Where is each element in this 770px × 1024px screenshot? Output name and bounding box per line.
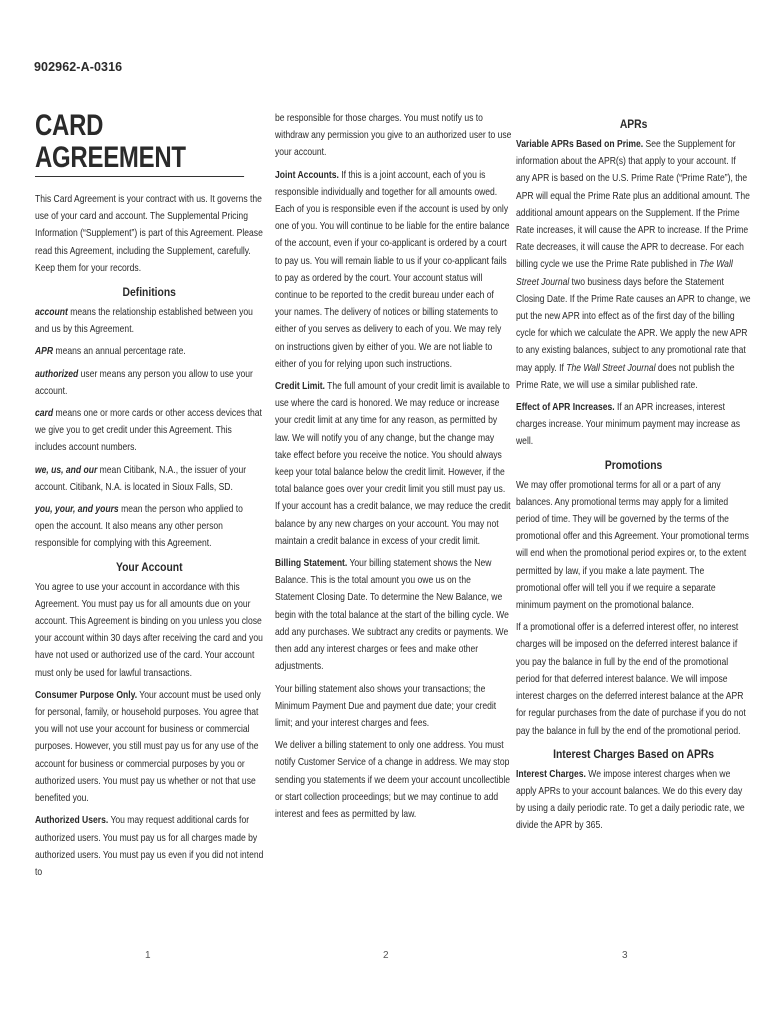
paragraph-lead: Credit Limit. [275, 381, 325, 393]
paragraph-lead: Authorized Users. [35, 815, 109, 827]
promotions-paragraph: We may offer promotional terms for all or a part of any balances. Any promotional terms may apply for a limited period of time. They will be governed by the terms of the promotional offer and this Agreement. Your promotional terms will end when the promotional period expires or, to the extent permitted by law, if you make a late payment. The promotional offer will tell you if we require a separate minimum payment on the promotional balance. [516, 479, 749, 612]
document-title: CARD AGREEMENT [35, 110, 244, 177]
paragraph-text: The full amount of your credit limit is available to use where the card is honored. We may reduce or increase your credit limit at any time for any reason, as permitted by law. We will notify you of any change, but the change may take effect before you receive the notice. You should always keep your total balance below the credit limit. However, if the total balance goes over your credit limit you still must pay us. If your account has a credit balance, we may reduce the credit balance by any new charges on your account. You may not maintain a credit balance in excess of your credit limit. [275, 381, 511, 547]
variable-aprs-paragraph [516, 136, 751, 394]
billing-statement-paragraph-2: Your billing statement also shows your transactions; the Minimum Payment Due and payment due date; your credit limit; and your interest charges and fees. [275, 683, 497, 729]
promotions-paragraph-2: If a promotional offer is a deferred interest offer, no interest charges will be imposed on the deferred interest balance if you pay the balance in full by the end of the promotional period for that deferred interest balance. We will impose interest charges on the deferred interest balance at the APR for regular purchases from the date of purchase if you do not pay the balance in full by the end of the promotional period. [516, 622, 746, 737]
definition-we [35, 462, 263, 496]
publication-name: The Wall Street Journal [566, 362, 656, 374]
definition-text: means an annual percentage rate. [53, 346, 186, 358]
definition-text: means the relationship established between you and us by this Agreement. [35, 307, 253, 336]
paragraph-lead: Joint Accounts. [275, 169, 339, 181]
authorized-users-continued: be responsible for those charges. You must notify us to withdraw any permission you give to an authorized user to use your account. [275, 113, 512, 159]
paragraph-text: See the Supplement for information about the APR(s) that apply to your account. If any APR is based on the U.S. Prime Rate (“Prime Rate”), the APR will equal the Prime Rate plus an additional amount. The additional amount appears on the Supplement. If the Prime Rate increases, it will cause the APR to increase. If the Prime Rate decreases, it will cause the APR to decrease. For each billing cycle we use the Prime Rate published in [516, 139, 750, 271]
interest-charges-heading: Interest Charges Based on APRs [553, 746, 715, 761]
definition-term: you, your, and yours [35, 504, 119, 516]
aprs-heading: APRs [619, 117, 648, 131]
column-2 [275, 110, 512, 828]
definition-text: user means any person you allow to use your account. [35, 368, 253, 397]
column-3 [516, 110, 751, 840]
paragraph-text: two business days before the Statement Closing Date. If the Prime Rate causes an APR to change, we put the new APR into effect as of the first day of the billing cycle for which we calculate the APR. We apply the new APR to any existing balances, subject to any promotional rate that may apply. If [516, 276, 751, 374]
your-account-heading: Your Account [115, 559, 183, 574]
page-number-1: 1 [145, 950, 151, 961]
column-1 [35, 110, 263, 886]
paragraph-text: Your billing statement shows the New Balance. This is the total amount you owe us on the Statement Closing Date. To determine the New Balance, we begin with the total balance at the start of the billing cycle. We add any purchases. We subtract any credits or payments. We then add any interest charges or fees and make other adjustments. [275, 558, 509, 673]
intro-paragraph: This Card Agreement is your contract with us. It governs the use of your card and account. The Supplemental Pricing Information (“Supplement”) is part of this Agreement. Please read this Agreement, including the Supplement, carefully. Keep them for your records. [35, 194, 263, 274]
consumer-purpose-paragraph [35, 687, 263, 807]
definition-text: mean Citibank, N.A., the issuer of your account. Citibank, N.A. is located in Sioux Falls, SD. [35, 464, 247, 493]
billing-statement-paragraph-3: We deliver a billing statement to only one address. You must notify Customer Service of a change in address. We may stop sending you statements if we deem your account uncollectible or start collection proceedings; but we may continue to add interest and fees as permitted by law. [275, 740, 510, 820]
paragraph-text: If this is a joint account, each of you is responsible individually and together for all amounts owed. Each of you is responsible even if the account is used by only one of you. You will continue to be liable for the entire balance of the account, even if your co-applicant is ordered by a court to pay us. You will remain liable to us if your co-applicant fails to pay as ordered by the court. Your account status will continue to be reported to the credit bureau under each of your names. The delivery of notices or billing statements to either of you serves as delivery to each of you. We may rely on instructions given by either of you. We are not liable to either of you for relying upon such instructions. [275, 169, 510, 370]
definition-text: means one or more cards or other access devices that we give you to get credit under this Agreement. This includes account numbers. [35, 408, 262, 454]
definition-term: account [35, 307, 68, 319]
definition-you [35, 501, 263, 553]
billing-statement-paragraph [275, 555, 512, 675]
paragraph-lead: Interest Charges. [516, 768, 586, 780]
paragraph-lead: Effect of APR Increases. [516, 402, 615, 414]
publication-name: The Wall Street Journal [516, 259, 733, 288]
paragraph-text: If an APR increases, interest charges increase. Your minimum payment may increase as well. [516, 402, 741, 448]
interest-charges-paragraph [516, 766, 751, 835]
definition-account [35, 304, 263, 338]
effect-of-apr-increases-paragraph [516, 399, 751, 451]
definition-term: card [35, 408, 54, 420]
page-number-2: 2 [383, 950, 389, 961]
definition-term: we, us, and our [35, 464, 98, 476]
definition-term: APR [35, 346, 54, 358]
paragraph-lead: Billing Statement. [275, 558, 348, 570]
your-account-paragraph: You agree to use your account in accordance with this Agreement. You must pay us for all amounts due on your account. This Agreement is binding on you unless you close your account within 30 days after receiving the card and you have not used or authorized use of the card. Your account must only be used for lawful transactions. [35, 581, 263, 679]
paragraph-text: You may request additional cards for authorized users. You must pay us for all charges made by authorized users. You must pay us even if you did not intend to [35, 815, 264, 878]
page-number-3: 3 [622, 950, 628, 961]
definition-apr [35, 343, 263, 360]
promotions-heading: Promotions [604, 457, 663, 472]
definition-term: authorized [35, 368, 79, 380]
definition-authorized [35, 366, 263, 400]
paragraph-lead: Variable APRs Based on Prime. [516, 139, 644, 150]
definitions-heading: Definitions [122, 285, 176, 300]
paragraph-text: We impose interest charges when we apply APRs to your account balances. We do this every day by using a daily periodic rate. To get a daily periodic rate, we divide the APR by 365. [516, 768, 745, 832]
joint-accounts-paragraph [275, 167, 512, 373]
paragraph-text: does not publish the Prime Rate, we will use a similar published rate. [516, 362, 735, 391]
definition-text: mean the person who applied to open the account. It also means any other person responsible for complying with this Agreement. [35, 504, 243, 550]
definition-card [35, 405, 263, 457]
authorized-users-paragraph [35, 812, 263, 881]
paragraph-lead: Consumer Purpose Only. [35, 689, 138, 701]
paragraph-text: Your account must be used only for personal, family, or household purposes. You agree that you will not use your account for business or commercial purposes. However, you still must pay us for any use of the account for business or commercial purposes by you or authorized users. You must pay us whether or not that use benefited you. [35, 689, 261, 805]
document-id: 902962-A-0316 [34, 60, 123, 74]
credit-limit-paragraph [275, 378, 512, 550]
